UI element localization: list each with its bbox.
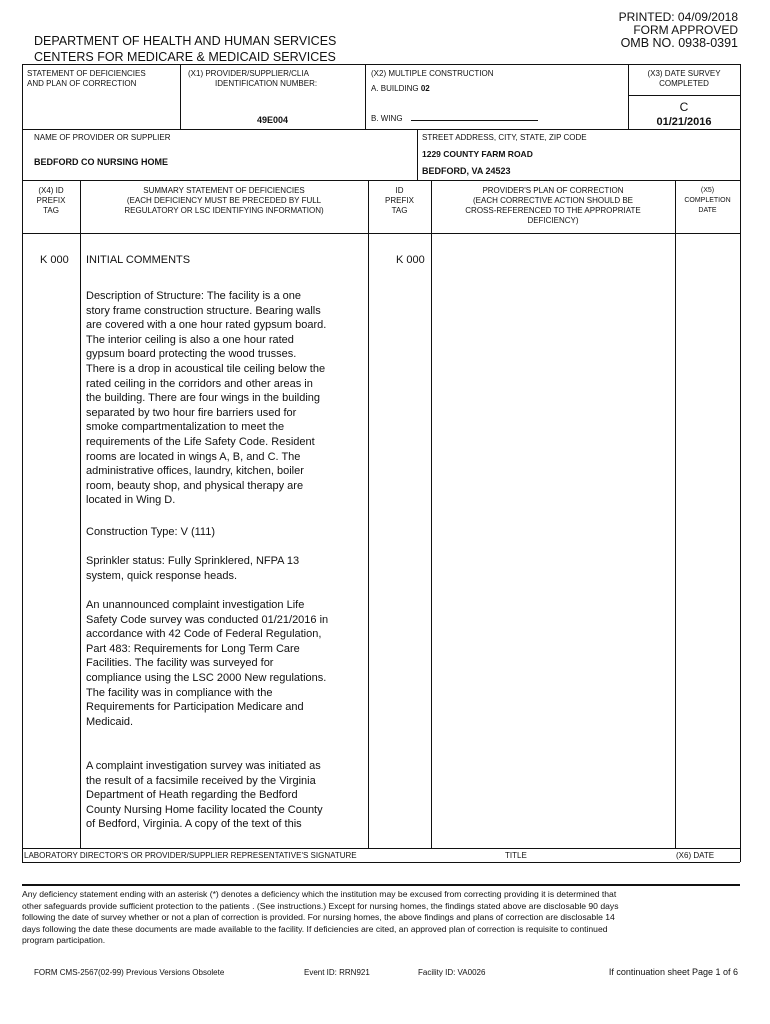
city-state-zip: BEDFORD, VA 24523 [422, 166, 511, 176]
content-bottom-line [22, 848, 740, 849]
paragraph-survey-summary: An unannounced complaint investigation Life Safety Code survey was conducted 01/21/2016 in accordance with 42 Code of Federal Regulation, Part 483: Requirements for Long Term Care Facilities. The facility was surveyed for compliance using the LSC 2000 New regulations. The facility was in compliance with the Requirements for Participation Medicare and Medicaid. [86, 599, 329, 728]
x1-label: (X1) PROVIDER/SUPPLIER/CLIA IDENTIFICATION NUMBER: [188, 69, 318, 88]
provider-name: BEDFORD CO NURSING HOME [34, 157, 169, 167]
provider-bottom-line [22, 180, 740, 181]
provider-id-number: 49E004 [256, 115, 289, 125]
paragraph-description: Description of Structure: The facility is a one story frame construction structure. Bearing walls are covered with a one hour rated gypsum board. The interior ceiling is also a one hour rated gypsum board protecting the wood trusses. There is a drop in acoustical tile ceiling below the rated ceiling in the corridors and other areas in the building. There are four wings in the building separated by two hour fire barriers used for smoke compartmentalization to meet the requirements of the Life Safety Code. Resident rooms are located in wings A, B, and C. The administrative offices, laundry, kitchen, boiler room, beauty shop, and physical therapy are located in Wing D. [86, 290, 327, 507]
form-approved: FORM APPROVED [633, 23, 738, 37]
x6-date-label: (X6) DATE [676, 851, 715, 860]
street-address: 1229 COUNTY FARM ROAD [422, 149, 533, 159]
x3-inner-line [628, 95, 740, 96]
form-number: FORM CMS-2567(02-99) Previous Versions Obsolete [34, 968, 225, 977]
x2-label: (X2) MULTIPLE CONSTRUCTION [371, 69, 494, 78]
box1-bottom-line [22, 129, 740, 130]
signature-line [22, 862, 740, 863]
box-left-line [22, 64, 23, 862]
paragraph-complaint-investigation: A complaint investigation survey was initiated as the result of a facsimile received by the Virginia Department of Heath regarding the Bedford County Nursing Home facility located the County of Bedford, Virginia. A copy of the text of this [86, 760, 323, 831]
paragraph-construction-type: Construction Type: V (111) [86, 526, 216, 538]
x4-id-prefix-tag-header: (X4) ID PREFIX TAG [36, 186, 66, 215]
title-label: TITLE [505, 851, 527, 860]
survey-code: C [679, 100, 689, 114]
page-number: If continuation sheet Page 1 of 6 [608, 967, 738, 977]
tag-left: K 000 [40, 254, 69, 266]
building-value: 02 [420, 84, 430, 93]
col-divider-1 [80, 180, 81, 848]
col-divider-3 [431, 180, 432, 848]
wing-underline [411, 120, 538, 121]
provider-divider [417, 129, 418, 180]
x3-label: (X3) DATE SURVEY COMPLETED [647, 69, 721, 88]
director-signature-label: LABORATORY DIRECTOR'S OR PROVIDER/SUPPLIER REPRESENTATIVE'S SIGNATURE [24, 851, 357, 860]
paragraph-sprinkler-status: Sprinkler status: Fully Sprinklered, NFPA 13 system, quick response heads. [86, 555, 300, 582]
centers-title: CENTERS FOR MEDICARE & MEDICAID SERVICES [34, 50, 336, 64]
event-id: Event ID: RRN921 [304, 968, 370, 977]
col-divider-4 [675, 180, 676, 848]
omb-number: OMB NO. 0938-0391 [620, 36, 738, 50]
address-label: STREET ADDRESS, CITY, STATE, ZIP CODE [422, 133, 587, 142]
box-top-line [22, 64, 740, 65]
summary-statement-header: SUMMARY STATEMENT OF DEFICIENCIES (EACH DEFICIENCY MUST BE PRECEDED BY FULL REGULATORY OR LSC IDENTIFYING INFORMATION) [124, 186, 324, 215]
column-header-bottom-line [22, 233, 740, 234]
deficiency-footnote: Any deficiency statement ending with an asterisk (*) denotes a deficiency which the institution may be excused from correcting providing it is determined that other safeguards provide sufficient protection to the patients . (See instructions.) Except for nursing homes, the findings stated above are disclosable 90 days following the date of survey whether or not a plan of correction is provided. For nursing homes, the above findings and plans of correction are disclosable 14 days following the date these documents are made available to the facility. If deficiencies are cited, an approved plan of correction is requisite to continued program participation. [22, 889, 619, 946]
box-right-line [740, 64, 741, 862]
wing-label: B. WING [371, 114, 403, 123]
box1-divider-2 [365, 64, 366, 129]
provider-name-label: NAME OF PROVIDER OR SUPPLIER [34, 133, 171, 142]
survey-date: 01/21/2016 [656, 116, 712, 128]
statement-label: STATEMENT OF DEFICIENCIES AND PLAN OF CORRECTION [27, 69, 146, 88]
building-label: A. BUILDING 02 [371, 84, 430, 93]
completion-date-header: (X5) COMPLETION DATE [684, 187, 731, 214]
section-title: INITIAL COMMENTS [86, 254, 191, 266]
facility-id: Facility ID: VA0026 [418, 968, 486, 977]
plan-of-correction-header: PROVIDER'S PLAN OF CORRECTION (EACH CORRECTIVE ACTION SHOULD BE CROSS-REFERENCED TO THE APPROPRIATE DEFICIENCY) [465, 186, 641, 225]
signature-bottom-line [22, 884, 740, 886]
col-divider-2 [368, 180, 369, 848]
department-title: DEPARTMENT OF HEALTH AND HUMAN SERVICES [34, 34, 337, 48]
printed-date: PRINTED: 04/09/2018 [618, 10, 738, 24]
tag-right: K 000 [396, 254, 425, 266]
id-prefix-tag-header: ID PREFIX TAG [385, 186, 414, 215]
